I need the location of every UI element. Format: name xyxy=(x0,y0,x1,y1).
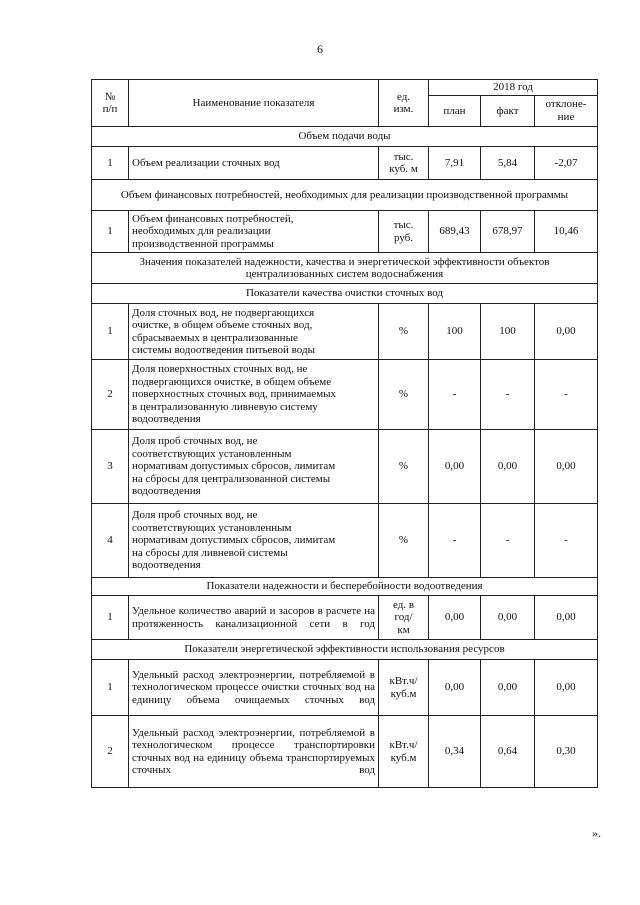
page-number: 6 xyxy=(317,42,323,56)
row-plan: - xyxy=(429,360,481,430)
row-name: Доля проб сточных вод, не соответствующих установленным нормативам допустимых сбросов, лимитам на сбросы для ливневой системы водоотведения xyxy=(129,504,379,578)
row-plan: 0,00 xyxy=(429,660,481,716)
row-deviation: 0,00 xyxy=(535,430,598,504)
table-row xyxy=(92,147,598,180)
table-row xyxy=(92,504,598,578)
table-row xyxy=(92,304,598,360)
row-deviation: - xyxy=(535,504,598,578)
row-plan: 0,34 xyxy=(429,716,481,788)
row-name: Доля поверхностных сточных вод, не подвергающихся очистке, в общем объеме поверхностных сточных вод, принимаемых в централизованную ливневую систему водоотведения xyxy=(129,360,379,430)
section-row xyxy=(92,640,598,660)
section-row xyxy=(92,180,598,211)
section-row xyxy=(92,253,598,284)
row-num: 2 xyxy=(92,360,129,430)
row-name: Объем реализации сточных вод xyxy=(129,147,379,180)
row-fact: 678,97 xyxy=(481,211,535,253)
row-num: 1 xyxy=(92,596,129,640)
header-row-top xyxy=(92,80,598,96)
row-deviation: 10,46 xyxy=(535,211,598,253)
row-deviation: 0,00 xyxy=(535,660,598,716)
row-plan: 0,00 xyxy=(429,430,481,504)
header-unit: ед. изм. xyxy=(379,80,429,127)
section-row xyxy=(92,284,598,304)
header-year: 2018 год xyxy=(429,80,598,96)
section-energy-efficiency: Показатели энергетической эффективности использования ресурсов xyxy=(92,640,598,660)
row-fact: - xyxy=(481,360,535,430)
row-name: Удельный расход электроэнергии, потребляемой в технологическом процессе очистки сточных вод на единицу объема очищаемых сточных вод xyxy=(129,660,379,716)
row-deviation: 0,00 xyxy=(535,596,598,640)
row-plan: - xyxy=(429,504,481,578)
row-unit: % xyxy=(379,430,429,504)
section-reliability-values: Значения показателей надежности, качества и энергетической эффективности объектов централизованных систем водоснабжения xyxy=(92,253,598,284)
section-reliability: Показатели надежности и бесперебойности водоотведения xyxy=(92,578,598,596)
row-name: Доля проб сточных вод, не соответствующих установленным нормативам допустимых сбросов, лимитам на сбросы для централизованной системы водоотведения xyxy=(129,430,379,504)
row-plan: 689,43 xyxy=(429,211,481,253)
table-row xyxy=(92,660,598,716)
row-unit: % xyxy=(379,504,429,578)
row-plan: 100 xyxy=(429,304,481,360)
section-treatment-quality: Показатели качества очистки сточных вод xyxy=(92,284,598,304)
table-row xyxy=(92,430,598,504)
header-name: Наименование показателя xyxy=(129,80,379,127)
row-num: 1 xyxy=(92,211,129,253)
row-num: 3 xyxy=(92,430,129,504)
row-unit: тыс. куб. м xyxy=(379,147,429,180)
table-row xyxy=(92,360,598,430)
row-unit: кВт.ч/ куб.м xyxy=(379,660,429,716)
row-fact: 5,84 xyxy=(481,147,535,180)
section-row xyxy=(92,127,598,147)
row-name: Удельное количество аварий и засоров в расчете на протяженность канализационной сети в год xyxy=(129,596,379,640)
row-num: 1 xyxy=(92,304,129,360)
row-name: Удельный расход электроэнергии, потребляемой в технологическом процессе транспортировки сточных вод на единицу объема транспортируемых сточных вод xyxy=(129,716,379,788)
section-financial-needs: Объем финансовых потребностей, необходимых для реализации производственной программы xyxy=(92,180,598,211)
row-plan: 0,00 xyxy=(429,596,481,640)
header-plan: план xyxy=(429,95,481,127)
row-fact: 0,00 xyxy=(481,660,535,716)
row-num: 1 xyxy=(92,660,129,716)
row-unit: ед. в год/ км xyxy=(379,596,429,640)
header-deviation: отклоне- ние xyxy=(535,95,598,127)
row-fact: 0,00 xyxy=(481,596,535,640)
row-unit: тыс. руб. xyxy=(379,211,429,253)
row-deviation: -2,07 xyxy=(535,147,598,180)
closing-quote-mark: ». xyxy=(592,826,601,840)
indicators-table xyxy=(91,79,598,788)
row-fact: 0,00 xyxy=(481,430,535,504)
header-num: № п/п xyxy=(92,80,129,127)
row-unit: % xyxy=(379,304,429,360)
row-name: Объем финансовых потребностей, необходимых для реализации производственной программы xyxy=(129,211,379,253)
row-plan: 7,91 xyxy=(429,147,481,180)
row-unit: % xyxy=(379,360,429,430)
row-num: 2 xyxy=(92,716,129,788)
section-water-supply: Объем подачи воды xyxy=(92,127,598,147)
row-deviation: - xyxy=(535,360,598,430)
table-row xyxy=(92,596,598,640)
row-fact: 0,64 xyxy=(481,716,535,788)
row-num: 4 xyxy=(92,504,129,578)
row-unit: кВт.ч/ куб.м xyxy=(379,716,429,788)
row-fact: - xyxy=(481,504,535,578)
section-row xyxy=(92,578,598,596)
table-row xyxy=(92,716,598,788)
header-fact: факт xyxy=(481,95,535,127)
table-row xyxy=(92,211,598,253)
row-name: Доля сточных вод, не подвергающихся очистке, в общем объеме сточных вод, сбрасываемых в централизованные системы водоотведения питьевой воды xyxy=(129,304,379,360)
row-deviation: 0,30 xyxy=(535,716,598,788)
row-fact: 100 xyxy=(481,304,535,360)
row-num: 1 xyxy=(92,147,129,180)
row-deviation: 0,00 xyxy=(535,304,598,360)
